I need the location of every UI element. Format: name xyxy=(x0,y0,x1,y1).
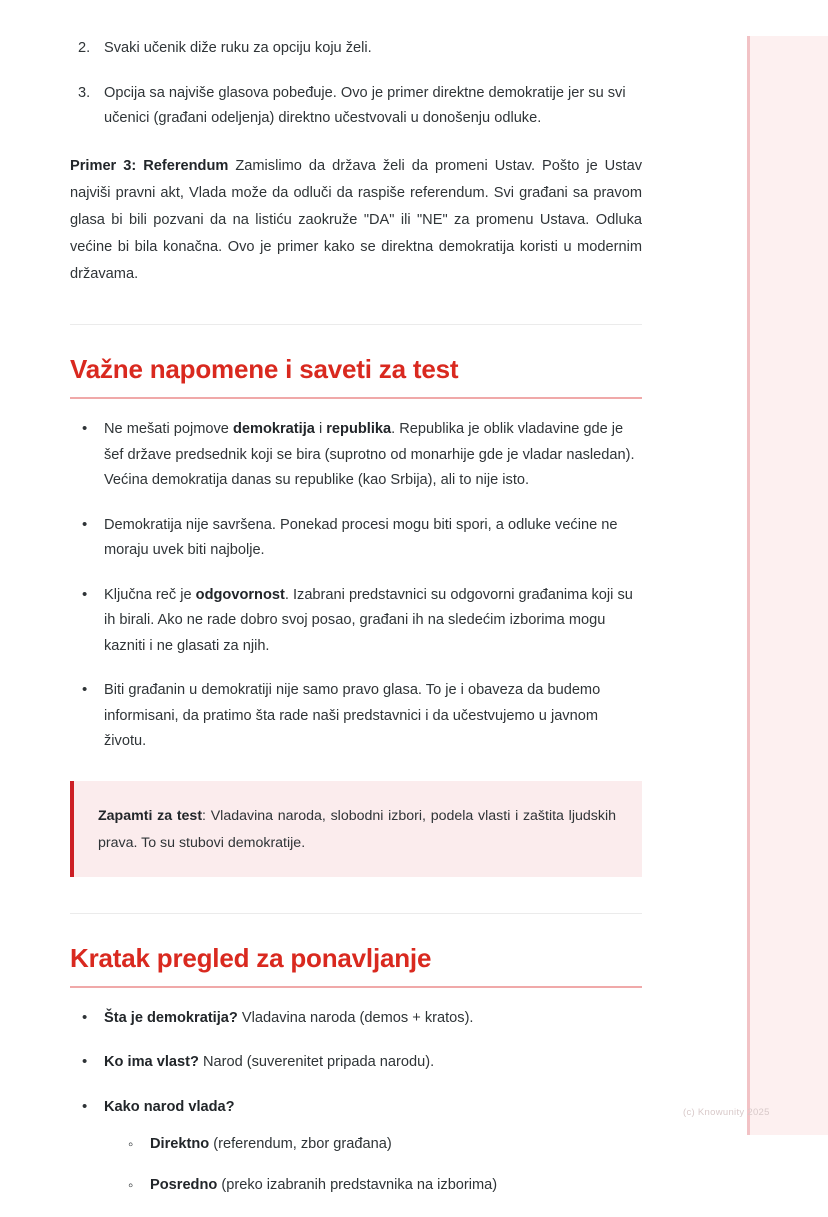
bullet-text-0 xyxy=(104,421,635,488)
body-text: Ključna reč je xyxy=(104,586,196,603)
bullet-text-2 xyxy=(104,587,633,654)
body-text: . Izabrani predstavnici su odgovorni građanima koji su ih birali. Ako ne rade dobro svoj posao, građani ih na sledećim izborima mogu kazniti i ne glasati za njih. xyxy=(104,586,633,654)
body-text: . Republika je oblik vladavine gde je šef države predsednik koji se bira (suprotno od monarhije gde je vladar nasledan). Većina demokratija danas su republike (kao Srbija), ali to nije isto. xyxy=(104,421,635,488)
list-item xyxy=(78,583,642,660)
callout-body: : Vladavina naroda, slobodni izbori, podela vlasti i zaštita ljudskih prava. To su stubovi demokratije. xyxy=(98,807,616,851)
emphasis-text: demokratija xyxy=(232,421,315,437)
bullet-text-1 xyxy=(104,517,618,559)
callout-text xyxy=(98,803,616,857)
notes-section-title: Važne napomene i saveti za test xyxy=(70,354,459,384)
list-item xyxy=(78,417,642,494)
remember-callout xyxy=(70,781,642,877)
notes-title-rule xyxy=(70,397,642,399)
emphasis-text: republika xyxy=(326,421,392,437)
callout-lead: Zapamti za test xyxy=(98,807,203,824)
subitem-rest-1: (preko izabranih predstavnika na izborima) xyxy=(217,1177,498,1193)
step-text: Opcija sa najviše glasova pobeđuje. Ovo je primer direktne demokratije jer su svi učenici (građani odeljenja) direktno učestvovali u donošenju odluke. xyxy=(104,85,626,126)
subitem-lead-1: Posredno xyxy=(150,1177,218,1193)
list-item xyxy=(78,1095,642,1199)
review-section-title: Kratak pregled za ponavljanje xyxy=(70,942,432,973)
review-question-0: Šta je demokratija? xyxy=(104,1009,238,1026)
step-number: 3. xyxy=(78,85,91,101)
notes-bullet-list xyxy=(70,417,642,755)
subitem-lead-0: Direktno xyxy=(150,1136,210,1152)
list-item xyxy=(78,1050,642,1076)
body-text: Demokratija nije savršena. Ponekad procesi mogu biti spori, a odluke većine ne moraju uvek biti najbolje. xyxy=(104,516,618,558)
watermark: (c) Knowunity 2025 xyxy=(683,1107,770,1118)
body-text: i xyxy=(314,421,327,437)
review-sublist xyxy=(104,1132,642,1198)
review-bullet-list xyxy=(70,1006,642,1199)
list-item xyxy=(78,1006,642,1032)
review-title-rule xyxy=(70,986,642,988)
step-text: Svaki učenik diže ruku za opciju koju želi. xyxy=(104,40,372,56)
emphasis-text: odgovornost xyxy=(195,586,285,603)
step-number: 2. xyxy=(78,40,91,56)
list-item xyxy=(78,513,642,564)
review-answer-0: Vladavina naroda (demos + kratos). xyxy=(237,1009,474,1026)
list-item xyxy=(126,1132,642,1157)
list-item xyxy=(126,1173,642,1198)
numbered-steps-list xyxy=(70,36,642,131)
example-paragraph-lead: Primer 3: Referendum xyxy=(70,158,229,174)
body-text: Biti građanin u demokratiji nije samo pravo glasa. To je i obaveza da budemo informisani, da pratimo šta rade naši predstavnici i da učestvujemo u javnom životu. xyxy=(104,682,601,749)
list-item xyxy=(78,81,642,131)
decorative-side-strip xyxy=(747,36,828,1135)
list-item xyxy=(78,678,642,755)
list-item xyxy=(78,36,642,61)
review-question-1: Ko ima vlast? xyxy=(104,1054,199,1070)
review-question-2: Kako narod vlada? xyxy=(104,1098,235,1115)
section-divider xyxy=(70,913,642,914)
body-text: Ne mešati pojmove xyxy=(104,421,233,437)
example-paragraph-body: Zamislimo da država želi da promeni Ustav. Pošto je Ustav najviši pravni akt, Vlada može da odluči da raspiše referendum. Svi građani sa pravom glasa bi bili pozvani da na listiću zaokruže "DA" ili "NE" za promenu Ustava. Odluka većine bi bila konačna. Ovo je primer kako se direktna demokratija koristi u modernim državama. xyxy=(70,158,642,282)
section-divider xyxy=(70,324,642,325)
bullet-text-3 xyxy=(104,682,600,749)
example-paragraph xyxy=(70,153,642,288)
review-answer-1: Narod (suverenitet pripada narodu). xyxy=(198,1054,435,1070)
subitem-rest-0: (referendum, zbor građana) xyxy=(209,1136,392,1152)
